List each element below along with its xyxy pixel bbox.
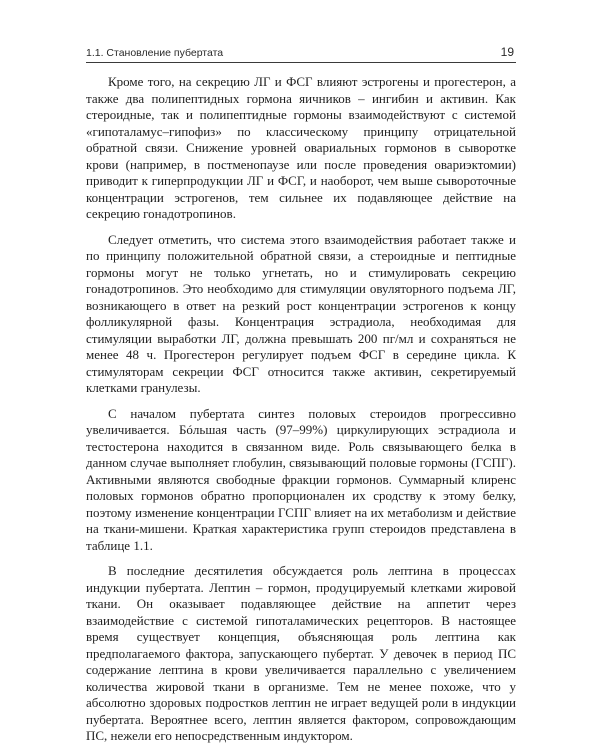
paragraph: В последние десятилетия обсуждается роль лептина в процессах индукции пубертата. Лептин – гормон, продуцируемый клетками жировой ткани. Он оказывает подавляющее действие на аппетит через взаимодействие с системой гипоталамических рецепторов. В настоящее время существует концепция, объясняющая роль лептина как предполагаемого фактора, запускающего пубертат. У девочек в период ПС содержание лептина в крови увеличивается параллельно с увеличением количества жировой ткани в организме. Тем не менее похоже, что у абсолютно здоровых подростков лептин не играет ведущей роли в индукции пубертата. Вероятнее всего, лептин является фактором, сопровождающим ПС, нежели его непосредственным индуктором. xyxy=(86,563,516,743)
paragraph: Следует отметить, что система этого взаимодействия работает также и по принципу положительной обратной связи, а стероидные и пептидные гормоны могут не только угнетать, но и стимулировать секрецию гонадотропинов. Это необходимо для стимуляции овуляторного подъема ЛГ, возникающего в ответ на резкий рост концентрации эстрогенов к концу фолликулярной фазы. Концентрация эстрадиола, необходимая для стимуляции выработки ЛГ, должна превышать 200 пг/мл и сохраняться не менее 48 ч. Прогестерон регулирует подъем ФСГ в середине цикла. К стимуляторам секреции ФСГ относится также активин, секретируемый клетками гранулезы. xyxy=(86,231,516,395)
running-header xyxy=(86,36,516,63)
body-text xyxy=(86,74,516,754)
paragraph: Кроме того, на секрецию ЛГ и ФСГ влияют эстрогены и прогестерон, а также два полипептидных гормона яичников – ингибин и активин. Как стероидные, так и полипептидные гормоны взаимодействуют с системой «гипоталамус–гипофиз» по классическому принципу отрицательной обратной связи. Снижение уровней овариальных гормонов в сыворотке крови (например, в постменопаузе или после проведения овариэктомии) приводит к гиперпродукции ЛГ и ФСГ, и наоборот, чем выше сывороточные концентрации эстрогенов, тем сильнее их подавляющее действие на секрецию гонадотропинов. xyxy=(86,74,516,221)
page-number: 19 xyxy=(500,45,514,59)
paragraph: С началом пубертата синтез половых стероидов прогрессивно увеличивается. Бóльшая часть (97–99%) циркулирующих эстрадиола и тестостерона находится в связанном виде. Роль связывающего белка в данном случае выполняет глобулин, связывающий половые гормоны (ГСПГ). Активными являются свободные фракции гормонов. Суммарный клиренс половых гормонов обратно пропорционален их сродству к этому белку, поэтому изменение концентрации ГСПГ влияет на их метаболизм и действие на ткани-мишени. Краткая характеристика групп стероидов представлена в таблице 1.1. xyxy=(86,405,516,553)
section-title: 1.1. Становление пубертата xyxy=(86,47,224,59)
